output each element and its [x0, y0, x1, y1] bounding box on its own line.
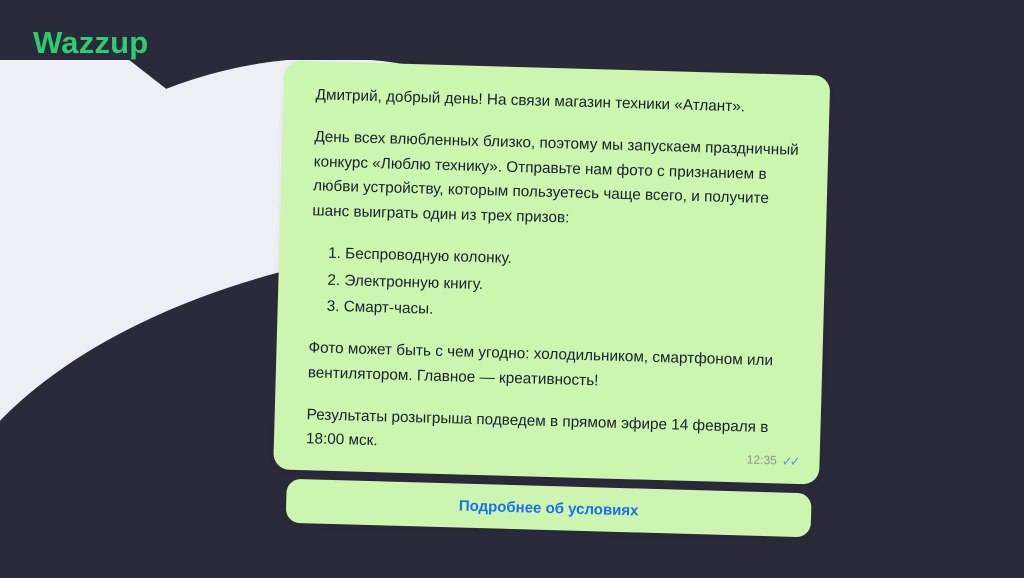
list-item: 3. Смарт-часы. [343, 296, 798, 333]
double-check-icon: ✓✓ [781, 453, 798, 470]
message-meta [746, 450, 797, 472]
message-intro: День всех влюбленных близко, поэтому мы запускаем праздничный конкурс «Люблю технику». Отправьте нам фото с признанием в любви устройству, которым пользуетесь чаще всего, и получите шанс выиграть один из трех призов: [312, 128, 799, 227]
list-item: 1. Беспроводную колонку. [345, 242, 800, 279]
message-note: Фото может быть с чем угодно: холодильником, смартфоном или вентилятором. Главное — креативность! [307, 339, 774, 390]
list-item: 2. Электронную книгу. [344, 269, 799, 306]
chat-message-group [272, 60, 831, 537]
message-greeting: Дмитрий, добрый день! На связи магазин техники «Атлант». [315, 86, 746, 116]
message-timestamp: 12:35 [746, 452, 777, 468]
background-shape-dark-top [0, 0, 1024, 60]
message-bubble [273, 60, 830, 484]
wazzup-logo: Wazzup [33, 25, 149, 60]
cta-button-label: Подробнее об условиях [458, 497, 639, 520]
message-closing: Результаты розыгрыша подведем в прямом эфире 14 февраля в 18:00 мск. [305, 405, 769, 450]
prize-list [309, 241, 799, 333]
